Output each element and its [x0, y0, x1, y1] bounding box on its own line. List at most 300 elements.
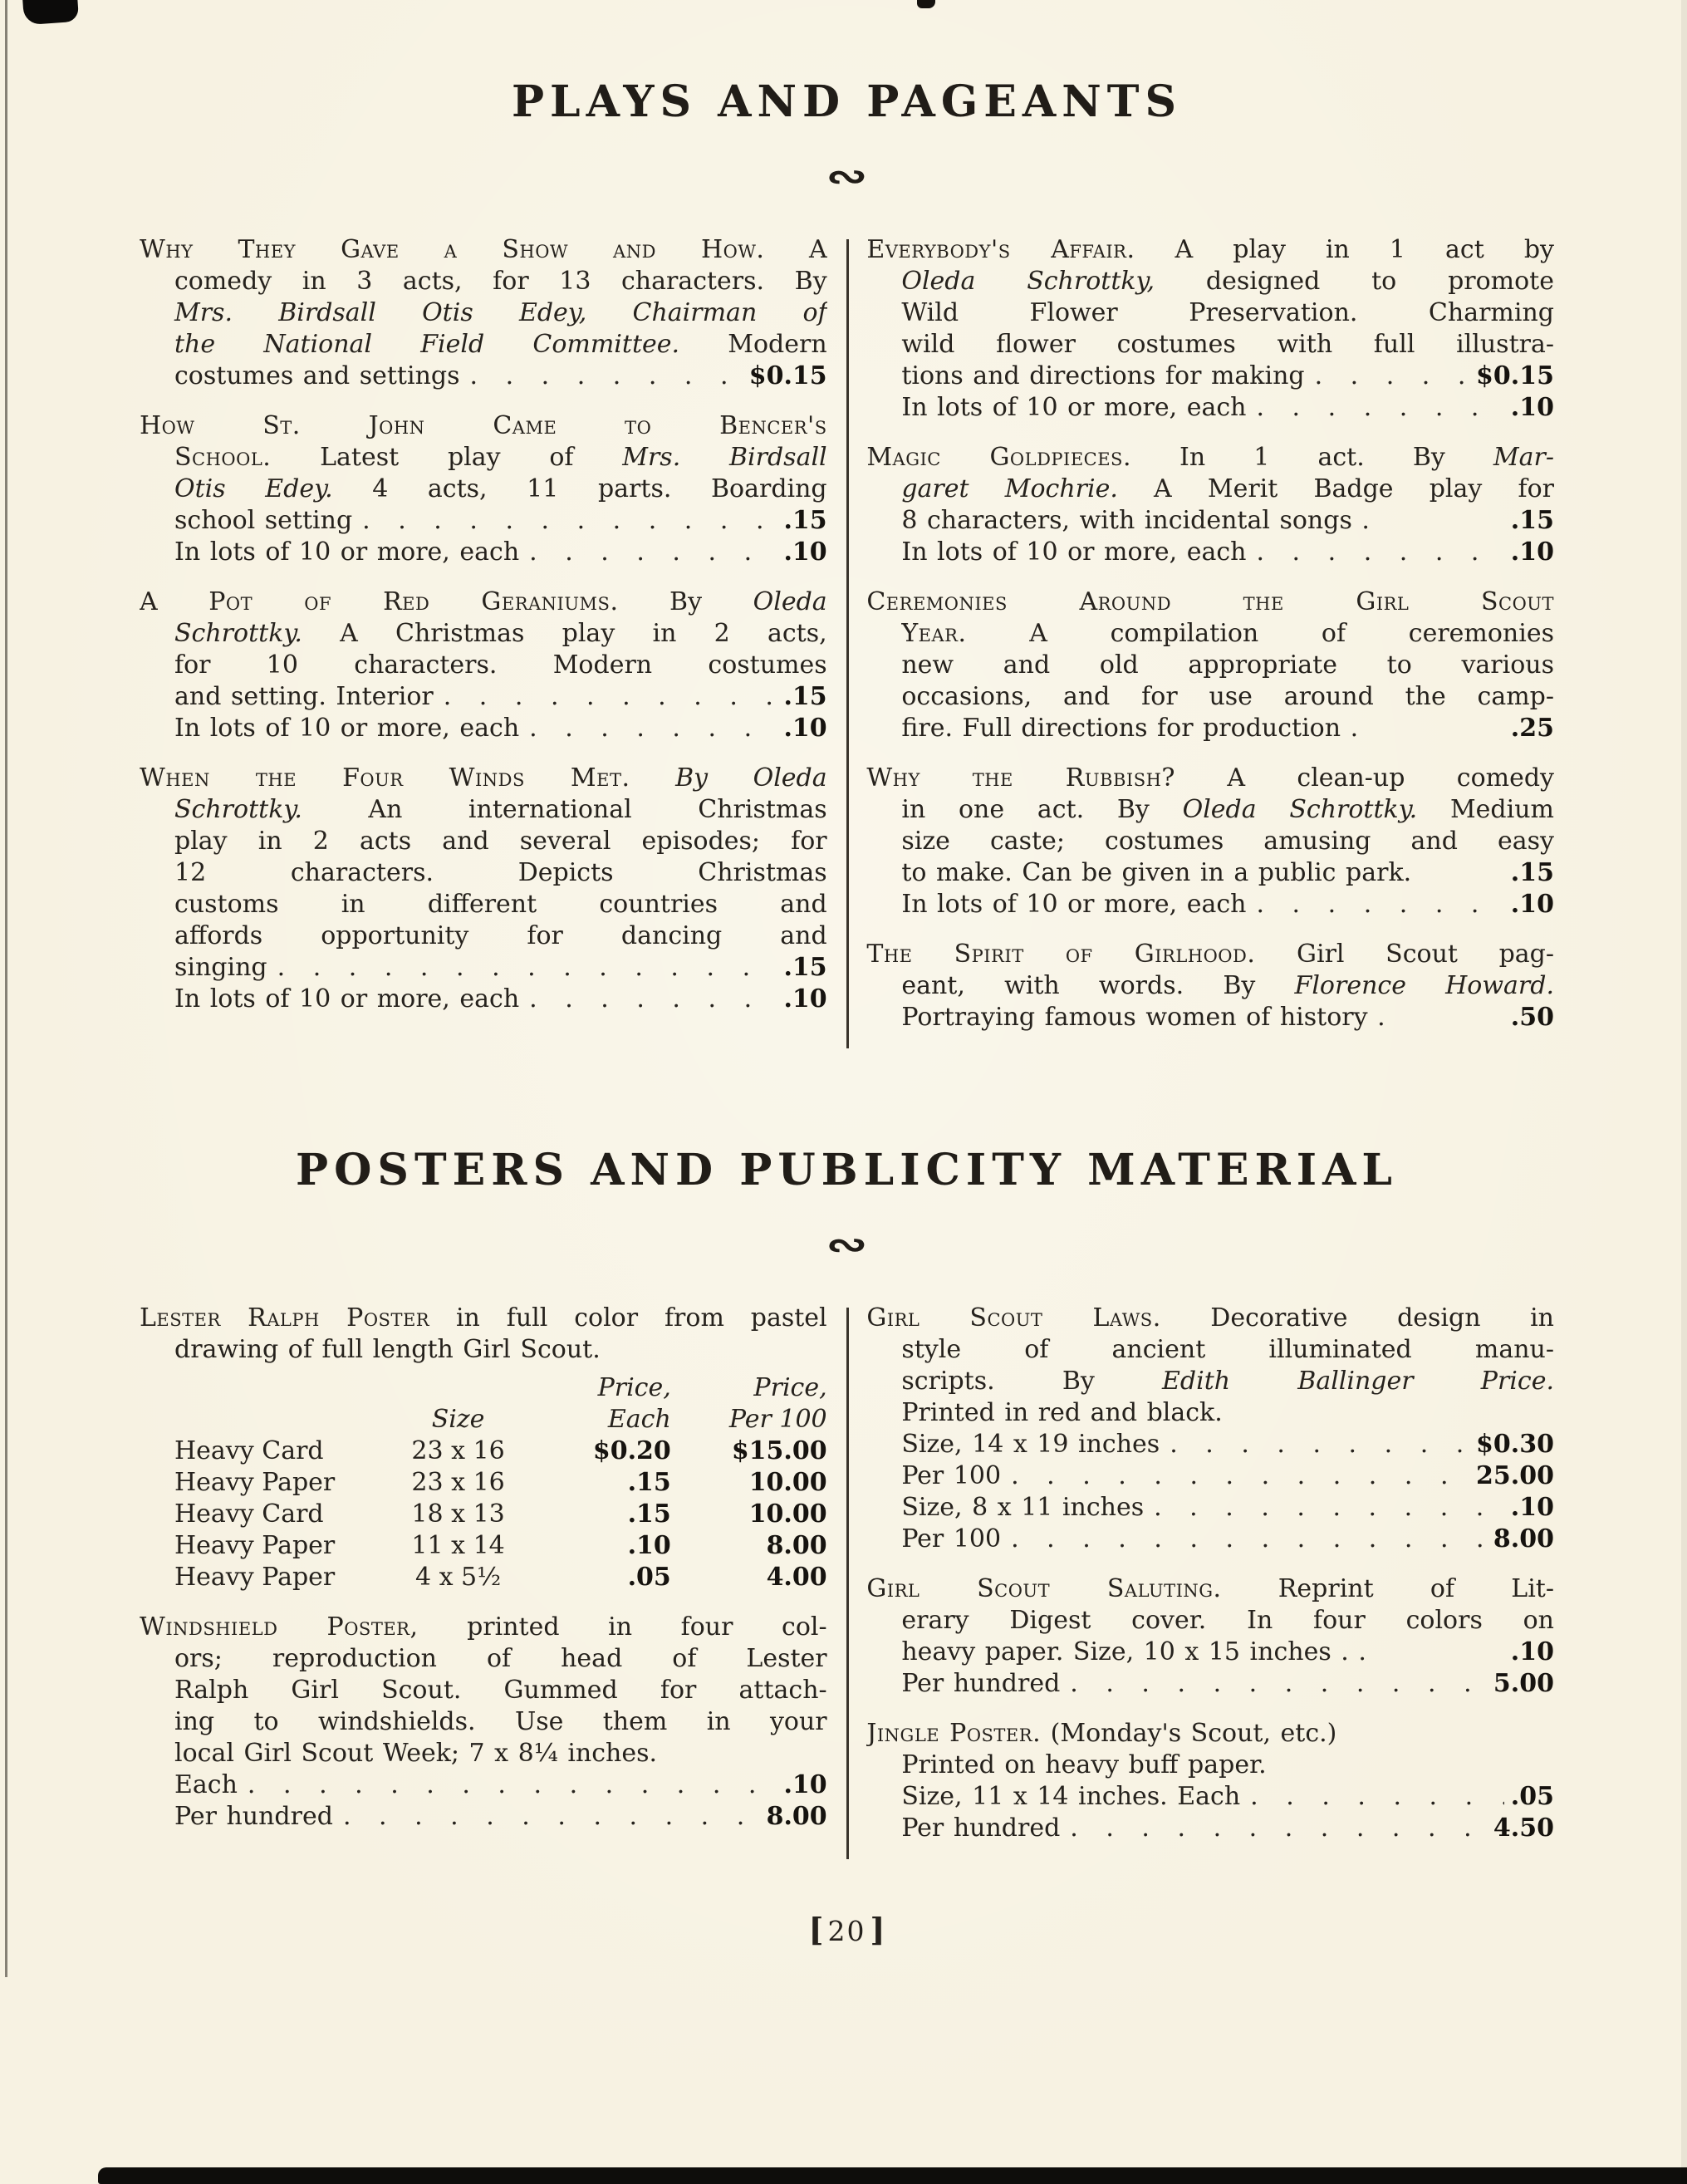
entry-text: ing to windshields. Use them in your — [174, 1707, 827, 1736]
entry-price-line — [866, 1813, 1554, 1844]
entry-line — [140, 618, 827, 650]
entry-line — [140, 442, 827, 474]
table-cell: 23 x 16 — [411, 1468, 505, 1497]
entry-title-text: Windshield Poster, — [140, 1612, 419, 1642]
entry-title-text: Why They Gave a Show and How. — [140, 235, 765, 264]
price-line-label — [901, 1460, 1001, 1492]
entry-text: Latest play of — [271, 443, 623, 472]
price-value: .10 — [1510, 537, 1554, 567]
entry-text: Per hundred — [901, 1813, 1061, 1843]
entry-text: (Monday's Scout, etc.) — [1041, 1719, 1337, 1748]
dot-leader — [1070, 1668, 1487, 1700]
entry-line — [866, 1366, 1554, 1397]
price-line-label — [174, 952, 267, 984]
entry-text: heavy paper. Size, 10 x 15 inches . . — [901, 1637, 1366, 1666]
entry-text: A Christmas play in 2 acts, — [302, 619, 827, 648]
entry-text: By — [618, 587, 753, 616]
price-value: .10 — [1510, 890, 1554, 919]
entry-line — [866, 442, 1554, 474]
ornament-row — [140, 155, 1554, 198]
page-number: 20 — [827, 1915, 866, 1947]
entry-text: By Oleda — [675, 763, 827, 793]
entry-text: erary Digest cover. In four colors on — [901, 1606, 1554, 1635]
entry-text: the National Field Committee. — [174, 330, 680, 359]
price-value: .10 — [1510, 1493, 1554, 1522]
entry-line — [140, 1612, 827, 1643]
entry-line — [866, 297, 1554, 329]
entry-title-text: Girl Scout Saluting. — [866, 1574, 1222, 1603]
entry-text: A — [140, 587, 209, 616]
catalog-entry-magic-goldpieces — [866, 442, 1554, 568]
entry-line — [866, 681, 1554, 713]
entry-price-line — [866, 1429, 1554, 1460]
catalog-entry-a-pot-of-red-geraniums — [140, 586, 827, 744]
price-value: .10 — [783, 1770, 827, 1799]
entry-line — [866, 1397, 1554, 1429]
entry-text: eant, with words. By — [901, 971, 1295, 1000]
entry-line — [140, 1643, 827, 1675]
price-line-label — [901, 713, 1358, 744]
table-cell: Heavy Card — [174, 1436, 324, 1465]
entry-price-line — [866, 889, 1554, 920]
price-line-label — [901, 1002, 1385, 1033]
entry-line — [140, 266, 827, 297]
entry-text: Edith Ballinger Price. — [1162, 1367, 1554, 1396]
price-line-label — [174, 681, 434, 713]
entry-line — [140, 650, 827, 681]
entry-price-line — [140, 952, 827, 984]
price-line-label — [174, 537, 519, 568]
dot-leader — [1170, 1429, 1469, 1460]
entry-text: Mrs. Birdsall — [622, 443, 827, 472]
catalog-entry-windshield-poster — [140, 1612, 827, 1833]
dot-leader — [1250, 1781, 1504, 1813]
dot-leader — [1315, 361, 1469, 392]
table-cell: 23 x 16 — [411, 1436, 505, 1465]
entry-price-line — [866, 392, 1554, 424]
entry-text: An international Christmas — [302, 795, 827, 824]
entry-text: Portraying famous women of history . — [901, 1003, 1385, 1032]
price-value: .15 — [1510, 858, 1554, 887]
entry-text: scripts. By — [901, 1367, 1163, 1396]
price-line-label — [901, 1813, 1060, 1844]
entry-text: 4 acts, 11 parts. Boarding — [332, 474, 827, 503]
entry-title-text: Magic Goldpieces. — [866, 443, 1131, 472]
dot-leader — [1011, 1524, 1487, 1555]
table-cell: Heavy Paper — [174, 1468, 336, 1497]
entry-title-text: Jingle Poster. — [866, 1719, 1042, 1748]
entry-line — [866, 970, 1554, 1002]
entry-line — [140, 1675, 827, 1706]
entry-text: Oleda — [753, 587, 827, 616]
table-cell: $15.00 — [731, 1436, 827, 1465]
entry-line — [140, 826, 827, 857]
entry-text: designed to promote — [1155, 267, 1554, 296]
section-title: PLAYS AND PAGEANTS — [511, 76, 1183, 127]
folio-bracket-right: ] — [870, 1911, 885, 1948]
price-line-label — [901, 889, 1246, 920]
price-value: 8.00 — [1493, 1524, 1554, 1553]
entry-text: style of ancient illuminated manu- — [901, 1335, 1554, 1364]
price-line-label — [174, 713, 519, 744]
dot-leader — [529, 984, 777, 1015]
scan-artifact-right-shade — [1681, 0, 1687, 2184]
section-title: POSTERS AND PUBLICITY MATERIAL — [296, 1145, 1398, 1195]
table-header-cell — [174, 1404, 380, 1436]
entry-text: play in 2 acts and several episodes; for — [174, 827, 827, 856]
entry-text: A — [764, 235, 827, 264]
entry-text: A compilation of ceremonies — [966, 619, 1554, 648]
entry-text: drawing of full length Girl Scout. — [174, 1335, 601, 1364]
table-cell: 8.00 — [766, 1531, 827, 1560]
price-line-label — [901, 1429, 1160, 1460]
column-divider-rule — [846, 239, 849, 1048]
entry-text: Per hundred — [901, 1669, 1061, 1698]
entry-price-line — [866, 1002, 1554, 1033]
entry-price-line — [866, 537, 1554, 568]
two-column-layout — [140, 1303, 1554, 1863]
entry-text: affords opportunity for dancing and — [174, 921, 827, 950]
entry-text: Size, 11 x 14 inches. Each — [901, 1782, 1241, 1811]
entry-text: A Merit Badge play for — [1117, 474, 1554, 503]
entry-text: in full color from pastel — [429, 1303, 827, 1332]
entry-line — [140, 857, 827, 889]
table-cell: Heavy Card — [174, 1499, 324, 1529]
section-plays-and-pageants — [140, 0, 1554, 1052]
price-line-label — [901, 1781, 1240, 1813]
entry-price-line — [140, 713, 827, 744]
entry-title-text: Ceremonies Around the Girl Scout — [866, 587, 1554, 616]
entry-text: Printed on heavy buff paper. — [901, 1750, 1267, 1779]
entry-price-line — [140, 1801, 827, 1833]
price-value: 4.50 — [1493, 1813, 1554, 1843]
entry-text: A play in 1 act by — [1135, 235, 1554, 264]
catalog-entry-the-spirit-of-girlhood — [866, 939, 1554, 1033]
entry-line — [866, 1718, 1554, 1750]
entry-line — [140, 889, 827, 920]
entry-text: customs in different countries and — [174, 890, 827, 919]
entry-text: and setting. Interior — [174, 682, 434, 711]
entry-text: Per 100 — [901, 1461, 1002, 1490]
page-content — [140, 0, 1554, 1948]
entry-text: In 1 act. By — [1130, 443, 1493, 472]
entry-line — [866, 1750, 1554, 1781]
price-line-label — [174, 1801, 333, 1833]
table-cell: .15 — [627, 1468, 671, 1497]
right-column — [866, 1303, 1554, 1863]
dot-leader — [1011, 1460, 1469, 1492]
table-header-cell: Per 100 — [728, 1405, 827, 1434]
entry-text: Ralph Girl Scout. Gummed for attach- — [174, 1676, 827, 1705]
entry-text — [630, 763, 676, 793]
entry-price-line — [866, 1668, 1554, 1700]
entry-title-text: The Spirit of Girlhood. — [866, 940, 1256, 969]
table-cell: 4.00 — [766, 1563, 827, 1592]
entry-text: Florence Howard. — [1294, 971, 1554, 1000]
price-line-label — [901, 1492, 1144, 1524]
poster-price-table — [174, 1372, 827, 1593]
table-cell: .10 — [627, 1531, 671, 1560]
price-value: .05 — [1510, 1782, 1554, 1811]
entry-line — [866, 1605, 1554, 1637]
scan-artifact-top-left-blot — [22, 0, 79, 25]
entry-price-line — [866, 1492, 1554, 1524]
entry-text: comedy in 3 acts, for 13 characters. By — [174, 267, 827, 296]
entry-line — [866, 266, 1554, 297]
entry-text: In lots of 10 or more, each — [174, 537, 520, 567]
entry-text: Reprint of Lit- — [1221, 1574, 1554, 1603]
entry-text: Medium — [1417, 795, 1554, 824]
price-value: .15 — [1510, 506, 1554, 535]
entry-text: size caste; costumes amusing and easy — [901, 827, 1554, 856]
table-cell: Heavy Paper — [174, 1563, 336, 1592]
dot-leader — [470, 361, 743, 392]
ornament-row — [140, 1224, 1554, 1266]
entry-line — [140, 586, 827, 618]
catalog-entry-why-they-gave-a-show-and-how — [140, 234, 827, 392]
price-value: .15 — [783, 682, 827, 711]
table-header-cell — [174, 1372, 380, 1404]
price-line-label — [901, 361, 1304, 392]
dot-leader — [529, 537, 777, 568]
dot-leader — [1070, 1813, 1487, 1844]
entry-title-text: How St. John Came to Bencer's — [140, 411, 827, 440]
catalog-entry-girl-scout-saluting — [866, 1573, 1554, 1700]
price-value: .10 — [783, 984, 827, 1013]
entry-title-text: Year. — [901, 619, 967, 648]
entry-line — [140, 763, 827, 794]
entry-price-line — [866, 361, 1554, 392]
entry-text: singing — [174, 953, 267, 982]
entry-text: garet Mochrie. — [901, 474, 1118, 503]
price-value: 8.00 — [766, 1802, 827, 1831]
entry-text: In lots of 10 or more, each — [901, 393, 1247, 422]
entry-price-line — [866, 1524, 1554, 1555]
entry-line — [140, 234, 827, 266]
table-header-cell: Price, — [753, 1373, 827, 1402]
entry-line — [866, 329, 1554, 361]
price-line-label — [174, 505, 352, 537]
table-cell: Heavy Paper — [174, 1531, 336, 1560]
entry-text: for 10 characters. Modern costumes — [174, 650, 827, 680]
entry-text: Size, 14 x 19 inches — [901, 1430, 1160, 1459]
entry-text: fire. Full directions for production . — [901, 714, 1359, 743]
entry-price-line — [866, 857, 1554, 889]
price-line-label — [174, 984, 519, 1015]
entry-price-line — [140, 1769, 827, 1801]
entry-line — [140, 410, 827, 442]
price-value: .15 — [783, 506, 827, 535]
entry-line — [140, 329, 827, 361]
entry-text: printed in four col- — [418, 1612, 827, 1642]
fleuron-ornament-icon: ∾ — [826, 1224, 868, 1266]
table-cell: $0.20 — [592, 1436, 671, 1465]
table-header-cell: Each — [607, 1405, 671, 1434]
dot-leader — [1256, 889, 1503, 920]
price-value: .10 — [1510, 1637, 1554, 1666]
entry-price-line — [140, 361, 827, 392]
dot-leader — [1256, 392, 1503, 424]
entry-text: costumes and settings — [174, 361, 460, 390]
entry-price-line — [866, 1637, 1554, 1668]
section-posters-and-publicity — [140, 1145, 1554, 1863]
catalog-entry-when-the-four-winds-met — [140, 763, 827, 1015]
entry-text: ors; reproduction of head of Lester — [174, 1644, 827, 1673]
dot-leader — [1256, 537, 1503, 568]
entry-price-line — [140, 505, 827, 537]
table-header-cell: Size — [431, 1405, 485, 1434]
entry-line — [140, 794, 827, 826]
price-line-label — [174, 1769, 238, 1801]
entry-line — [866, 234, 1554, 266]
entry-text: Schrottky. — [174, 795, 302, 824]
entry-title-text: Girl Scout Laws. — [866, 1303, 1161, 1332]
entry-line — [140, 1334, 827, 1366]
scan-artifact-bottom-bar — [98, 2167, 1687, 2184]
price-value: .10 — [783, 714, 827, 743]
entry-text: Oleda Schrottky. — [1182, 795, 1418, 824]
entry-line — [140, 1706, 827, 1738]
entry-text: Decorative design in — [1160, 1303, 1554, 1332]
entry-line — [140, 297, 827, 329]
entry-text: Each — [174, 1770, 238, 1799]
price-value: .10 — [783, 537, 827, 567]
table-cell: .15 — [627, 1499, 671, 1529]
price-line-label — [901, 537, 1246, 568]
entry-text: Size, 8 x 11 inches — [901, 1493, 1145, 1522]
right-column — [866, 234, 1554, 1052]
dot-leader — [362, 505, 777, 537]
price-line-label — [174, 361, 460, 392]
entry-title-text: Everybody's Affair. — [866, 235, 1135, 264]
entry-text: occasions, and for use around the camp- — [901, 682, 1554, 711]
table-cell: 10.00 — [748, 1468, 827, 1497]
entry-title-text: When the Four Winds Met. — [140, 763, 630, 793]
entry-text: A clean-up comedy — [1175, 763, 1554, 793]
table-cell: 11 x 14 — [411, 1531, 505, 1560]
catalog-entry-ceremonies-around-the-girl-scout-year — [866, 586, 1554, 744]
catalog-entry-everybodys-affair — [866, 234, 1554, 424]
price-line-label — [901, 505, 1370, 537]
entry-text: in one act. By — [901, 795, 1183, 824]
entry-price-line — [140, 681, 827, 713]
entry-text: local Girl Scout Week; 7 x 8¼ inches. — [174, 1739, 658, 1768]
dot-leader — [1154, 1492, 1504, 1524]
dot-leader — [248, 1769, 777, 1801]
catalog-entry-jingle-poster — [866, 1718, 1554, 1844]
entry-price-line — [140, 984, 827, 1015]
left-column — [140, 234, 827, 1052]
scan-artifact-left-edge — [5, 0, 7, 1977]
price-value: .50 — [1510, 1003, 1554, 1032]
price-line-label — [901, 1637, 1366, 1668]
left-column — [140, 1303, 827, 1863]
catalog-entry-girl-scout-laws — [866, 1303, 1554, 1555]
entry-text: 12 characters. Depicts Christmas — [174, 858, 827, 887]
entry-price-line — [140, 537, 827, 568]
entry-text: Mar- — [1493, 443, 1554, 472]
page-footer — [140, 1911, 1554, 1948]
entry-line — [866, 794, 1554, 826]
entry-line — [866, 474, 1554, 505]
entry-price-line — [866, 713, 1554, 744]
table-cell: 10.00 — [748, 1499, 827, 1529]
dot-leader — [529, 713, 777, 744]
entry-text: Modern — [679, 330, 827, 359]
entry-text: tions and directions for making — [901, 361, 1305, 390]
folio-bracket-left: [ — [808, 1911, 824, 1948]
entry-line — [866, 586, 1554, 618]
entry-title-text: Why the Rubbish? — [866, 763, 1175, 793]
price-value: .25 — [1510, 714, 1554, 743]
entry-text: Schrottky. — [174, 619, 302, 648]
entry-line — [866, 1303, 1554, 1334]
entry-text: Per hundred — [174, 1802, 333, 1831]
catalog-entry-how-st-john-came-to-bencers-school — [140, 410, 827, 568]
price-line-label — [901, 1668, 1060, 1700]
entry-line — [140, 1303, 827, 1334]
entry-text: Wild Flower Preservation. Charming — [901, 298, 1554, 327]
entry-line — [866, 1334, 1554, 1366]
price-value: $0.30 — [1476, 1430, 1554, 1459]
entry-text: Per 100 — [901, 1524, 1002, 1553]
entry-text: In lots of 10 or more, each — [901, 890, 1247, 919]
price-value: .15 — [783, 953, 827, 982]
entry-text: In lots of 10 or more, each — [901, 537, 1247, 567]
table-cell: 18 x 13 — [411, 1499, 505, 1529]
entry-line — [140, 1738, 827, 1769]
entry-text: Oleda Schrottky, — [901, 267, 1155, 296]
entry-line — [866, 826, 1554, 857]
entry-text: 8 characters, with incidental songs . — [901, 506, 1370, 535]
two-column-layout — [140, 234, 1554, 1052]
price-line-label — [901, 392, 1246, 424]
table-cell: 4 x 5½ — [414, 1563, 502, 1592]
dot-leader — [277, 952, 777, 984]
entry-text: new and old appropriate to various — [901, 650, 1554, 680]
entry-line — [140, 474, 827, 505]
entry-title-text: School. — [174, 443, 272, 472]
entry-text: In lots of 10 or more, each — [174, 714, 520, 743]
entry-price-line — [866, 1781, 1554, 1813]
entry-text: to make. Can be given in a public park. — [901, 858, 1412, 887]
price-value: $0.15 — [748, 361, 827, 390]
entry-text: Girl Scout pag- — [1255, 940, 1554, 969]
entry-text: Otis Edey. — [174, 474, 333, 503]
price-line-label — [901, 857, 1411, 889]
price-line-label — [901, 1524, 1001, 1555]
entry-text: Mrs. Birdsall Otis Edey, Chairman of — [174, 298, 827, 327]
table-header-cell — [380, 1372, 537, 1404]
entry-line — [866, 763, 1554, 794]
entry-title-text: Pot of Red Geraniums. — [208, 587, 619, 616]
entry-line — [866, 939, 1554, 970]
fleuron-ornament-icon: ∾ — [826, 155, 868, 198]
column-divider-rule — [846, 1308, 849, 1859]
entry-line — [866, 1573, 1554, 1605]
entry-price-line — [866, 505, 1554, 537]
catalog-entry-lester-ralph-poster — [140, 1303, 827, 1593]
entry-price-line — [866, 1460, 1554, 1492]
catalog-entry-why-the-rubbish — [866, 763, 1554, 920]
price-value: 5.00 — [1493, 1669, 1554, 1698]
entry-text: wild flower costumes with full illustra- — [901, 330, 1554, 359]
entry-text: In lots of 10 or more, each — [174, 984, 520, 1013]
dot-leader — [444, 681, 777, 713]
entry-text: Printed in red and black. — [901, 1398, 1223, 1427]
table-header-cell: Price, — [597, 1373, 671, 1402]
dot-leader — [343, 1801, 760, 1833]
